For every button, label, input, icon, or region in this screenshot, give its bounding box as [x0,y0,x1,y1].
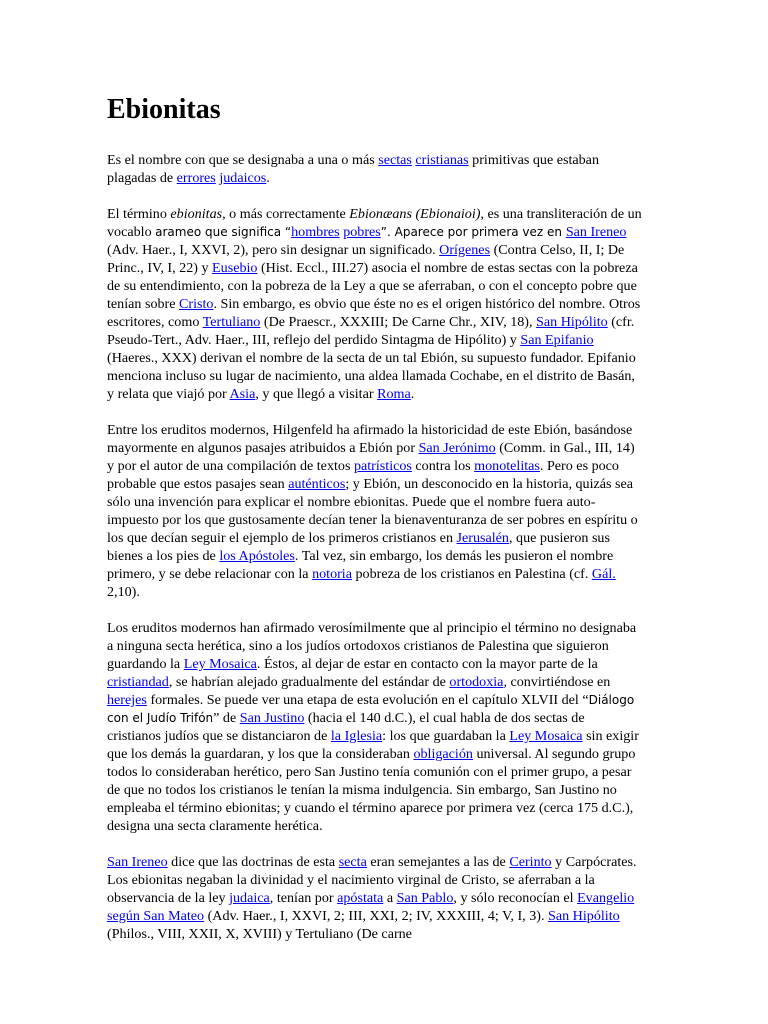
inline-link[interactable]: judaica [229,890,270,906]
body-text: , se habrían alejado gradualmente del estándar de [168,674,450,690]
body-text: Es el nombre con que se designaba a una o más [107,152,379,168]
body-text: formales. Se puede ver una etapa de esta evolución en el capítulo XLVII del “ [146,692,589,708]
inline-link[interactable]: notoria [312,566,352,582]
body-text: (Haeres., XXX) derivan el nombre de la secta de un tal Ebión, su supuesto fundador. Epifanio menciona incluso su lugar de nacimiento, una aldea llamada Cochabe, en el distrito de Basán, y relata que viajó por [107,350,636,402]
body-text: , o más correctamente [222,206,350,222]
sans-text: arameo que significa “ [155,225,292,239]
inline-link[interactable]: judaicos [219,170,267,186]
body-text: , tenían por [269,890,338,906]
inline-link[interactable]: apóstata [337,890,384,906]
inline-link[interactable]: Ley Mosaica [509,728,583,744]
inline-link[interactable]: Jerusalén [456,530,509,546]
inline-link[interactable]: errores [176,170,216,186]
emphasis-text: ebionitas [170,206,223,222]
inline-link[interactable]: la Iglesia [330,728,383,744]
inline-link[interactable]: secta [338,854,367,870]
inline-link[interactable]: obligación [413,746,473,762]
body-text: El término [107,206,171,222]
body-text: (Philos., VIII, XXII, X, XVIII) y Tertuliano (De carne [107,926,412,942]
article [107,92,642,961]
inline-link[interactable]: Eusebio [212,260,258,276]
page-title: Ebionitas [107,94,221,125]
body-text: . [410,386,415,402]
paragraph [107,421,642,601]
body-text: Entre los eruditos modernos, Hilgenfeld ha afirmado la historicidad de este Ebión, basándose mayormente en algunos pasajes atribuidos a Ebión por [107,422,633,456]
body-text: (Comm. in Gal., III, 14) y por el autor de una compilación de textos [107,440,635,474]
inline-link[interactable]: cristianas [415,152,469,168]
body-text: (Adv. Haer., I, XXVI, 2; III, XXI, 2; IV, XXXIII, 4; V, I, 3). [204,908,549,924]
paragraph [107,619,642,835]
inline-link[interactable]: Cristo [179,296,214,312]
body-text: y Carpócrates. Los ebionitas negaban la divinidad y el nacimiento virginal de Cristo, se aferraban a la observancia de la ley [107,854,637,906]
inline-link[interactable]: San Jerónimo [418,440,496,456]
inline-link[interactable]: San Ireneo [565,224,627,240]
body-text: . Sin embargo, es obvio que éste no es el origen histórico del nombre. Otros escritores, como [107,296,641,330]
body-text: eran semejantes a las de [366,854,510,870]
inline-link[interactable]: auténticos [288,476,346,492]
paragraph [107,853,642,943]
body-text: ; y Ebión, un desconocido en la historia, quizás sea sólo una invención para explicar el nombre ebionitas. Puede que el nombre fuera auto-impuesto por los que gustosamente decían tener la bienaventuranza de ser pobres en espíritu o los que decían seguir el ejemplo de los primeros cristianos en [107,476,638,546]
body-text: (Contra Celso, II, I; De Princ., IV, I, 22) y [107,242,625,276]
inline-link[interactable]: cristiandad [107,674,169,690]
paragraph [107,205,642,403]
body-text: , convirtiéndose en [503,674,611,690]
emphasis-text: Ebionæans (Ebionaioi) [349,206,481,222]
inline-link[interactable]: San Hipólito [536,314,608,330]
inline-link[interactable]: Gál. [591,566,616,582]
body-text: primitivas que estaban plagadas de [107,152,599,186]
inline-link[interactable]: Tertuliano [202,314,261,330]
inline-link[interactable]: monotelitas [474,458,540,474]
sans-text: ”. Aparece por primera vez en [380,225,566,239]
inline-link[interactable]: San Justino [239,710,305,726]
body-text: . Éstos, al dejar de estar en contacto con la mayor parte de la [256,656,598,672]
inline-link[interactable]: sectas [378,152,412,168]
article-body [107,151,642,943]
inline-link[interactable]: los Apóstoles [219,548,295,564]
body-text: . Tal vez, sin embargo, los demás les pusieron el nombre primero, y se debe relacionar con la [107,548,614,582]
body-text: (Hist. Eccl., III.27) asocia el nombre de estas sectas con la pobreza de su entendimiento, con la pobreza de la Ley a que se aferraban, o con el concepto pobre que tenían sobre [107,260,638,312]
body-text: , y sólo reconocían el [453,890,578,906]
body-text: (hacia el 140 d.C.), el cual habla de dos sectas de cristianos judíos que se distanciaron de [107,710,585,744]
inline-link[interactable]: San Hipólito [548,908,620,924]
inline-link[interactable]: pobres [343,224,381,240]
inline-link[interactable]: ortodoxia [449,674,504,690]
body-text: (De Praescr., XXXIII; De Carne Chr., XIV, 18), [260,314,537,330]
inline-link[interactable]: herejes [107,692,147,708]
body-text: ” de [213,710,240,726]
body-text: , y que llegó a visitar [255,386,378,402]
inline-link[interactable]: San Epifanio [520,332,594,348]
inline-link[interactable]: Ley Mosaica [183,656,257,672]
inline-link[interactable]: Evangelio según San Mateo [107,890,635,924]
inline-link[interactable]: patrísticos [353,458,412,474]
inline-link[interactable]: San Ireneo [107,854,168,870]
paragraph [107,151,642,187]
body-text: 2,10). [107,584,140,600]
inline-link[interactable]: San Pablo [396,890,454,906]
body-text: sin exigir que los demás la guardaran, y los que la consideraban [107,728,639,762]
body-text: . [266,170,270,186]
body-text: Los eruditos modernos han afirmado verosímilmente que al principio el término no designaba a ninguna secta herética, sino a los judíos ortodoxos cristianos de Palestina que siguieron guardando la [107,620,637,672]
sans-text: Diálogo con el Judío Trifón [107,693,635,725]
body-text: , que pusieron sus bienes a los pies de [107,530,610,564]
body-text: . Pero es poco probable que estos pasajes sean [107,458,619,492]
body-text: contra los [411,458,475,474]
body-text: (Adv. Haer., I, XXVI, 2), pero sin designar un significado. [107,242,440,258]
body-text: a [383,890,397,906]
body-text: : los que guardaban la [382,728,510,744]
body-text: pobreza de los cristianos en Palestina (cf. [351,566,592,582]
inline-link[interactable]: Orígenes [439,242,491,258]
body-text: universal. Al segundo grupo todos lo consideraban herético, pero San Justino tenía comunión con el primer grupo, a pesar de que no todos los cristianos le tenían la misma indulgencia. Sin embargo, San Justino no empleaba el término ebionitas; y cuando el término aparece por primera vez (cerca 175 d.C.), designa una secta claramente herética. [107,746,636,834]
inline-link[interactable]: Roma [377,386,411,402]
body-text: dice que las doctrinas de esta [167,854,339,870]
inline-link[interactable]: Cerinto [509,854,552,870]
inline-link[interactable]: Asia [229,386,256,402]
inline-link[interactable]: hombres [291,224,340,240]
body-text: (cfr. Pseudo-Tert., Adv. Haer., III, reflejo del perdido Sintagma de Hipólito) y [107,314,635,348]
body-text: , es una transliteración de un vocablo [107,206,642,240]
